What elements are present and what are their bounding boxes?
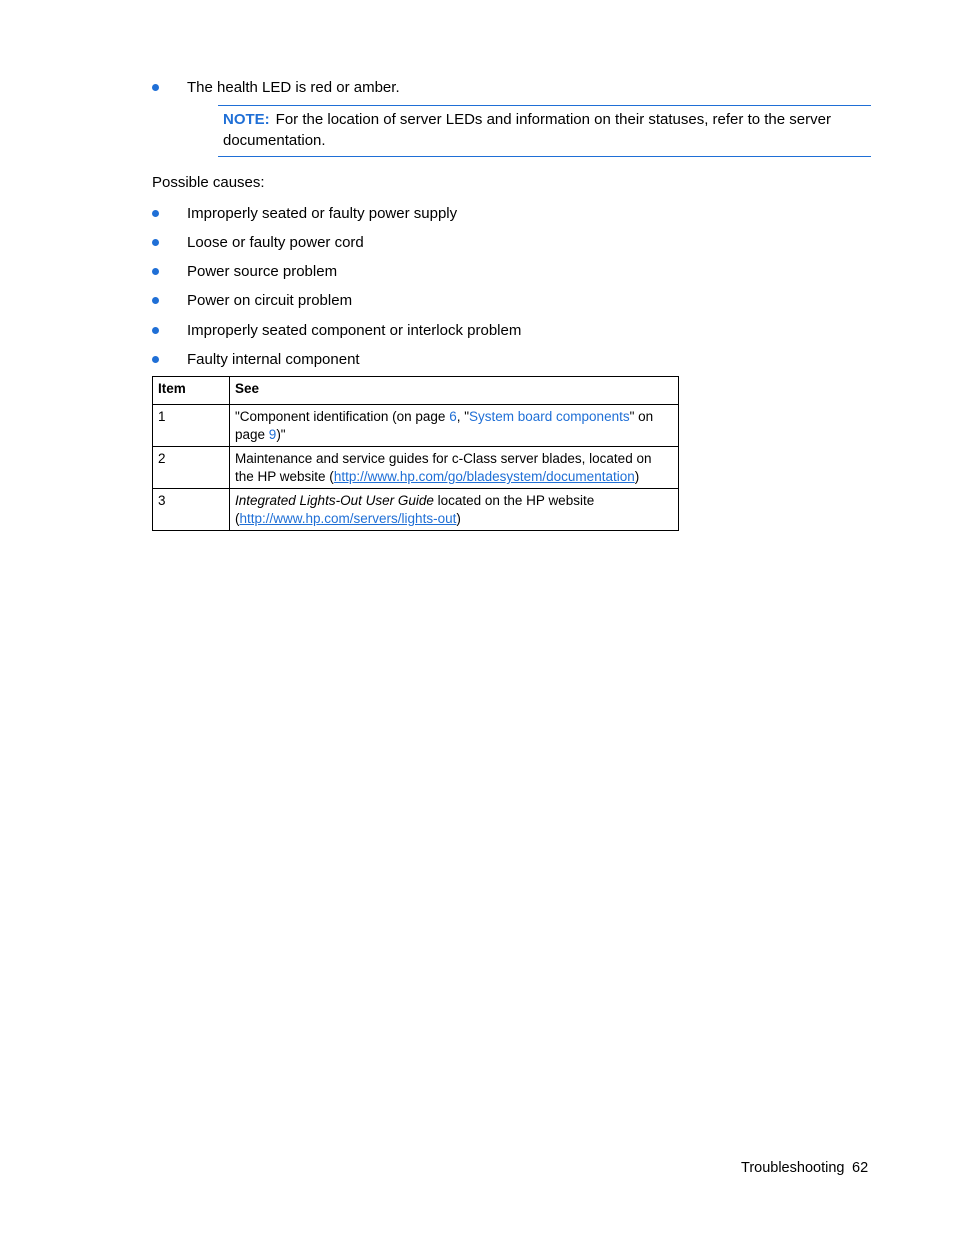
table-header-row	[153, 377, 679, 405]
cell-text: )	[634, 469, 640, 484]
bullet-icon	[152, 356, 159, 363]
cell-text: "Component identification (on page	[235, 409, 450, 424]
column-header-item: Item	[153, 377, 230, 405]
footer-section-title: Troubleshooting	[741, 1160, 845, 1176]
table-row	[153, 489, 679, 531]
reference-table	[152, 376, 679, 531]
list-item-text: Improperly seated component or interlock problem	[187, 322, 522, 339]
list-item-text: Power on circuit problem	[187, 292, 353, 309]
possible-causes-heading: Possible causes:	[152, 174, 265, 191]
page-link[interactable]: 9	[268, 427, 277, 442]
see-cell	[230, 405, 679, 447]
item-cell: 2	[153, 447, 230, 489]
cell-text: , "	[456, 409, 469, 424]
item-cell: 1	[153, 405, 230, 447]
system-board-components-link[interactable]: System board components	[469, 409, 630, 424]
guide-title: Integrated Lights-Out User Guide	[235, 493, 434, 508]
note-box	[218, 105, 871, 157]
item-cell: 3	[153, 489, 230, 531]
bladesystem-documentation-link[interactable]: http://www.hp.com/go/bladesystem/documentation	[333, 469, 635, 484]
see-cell	[230, 447, 679, 489]
cell-text: Maintenance and service guides for c-Class server blades, located on the HP website (	[235, 451, 652, 484]
list-item-text: Faulty internal component	[187, 351, 360, 368]
lights-out-link[interactable]: http://www.hp.com/servers/lights-out	[239, 511, 457, 526]
list-item-text: The health LED is red or amber.	[187, 79, 400, 96]
cell-text: )	[456, 511, 461, 526]
cell-text: located on the HP website (	[235, 493, 595, 526]
list-item-text: Improperly seated or faulty power supply	[187, 205, 458, 222]
column-header-see: See	[230, 377, 679, 405]
bullet-icon	[152, 268, 159, 275]
footer-page-number: 62	[852, 1160, 869, 1176]
list-item-text: Loose or faulty power cord	[187, 234, 364, 251]
bullet-icon	[152, 239, 159, 246]
note-text: For the location of server LEDs and information on their statuses, refer to the server documentation.	[223, 111, 831, 149]
see-cell	[230, 489, 679, 531]
table-row	[153, 447, 679, 489]
bullet-icon	[152, 210, 159, 217]
bullet-icon	[152, 297, 159, 304]
bullet-icon	[152, 84, 159, 91]
note-label: NOTE:	[223, 111, 270, 128]
bullet-icon	[152, 327, 159, 334]
cell-text: )"	[276, 427, 286, 442]
list-item-text: Power source problem	[187, 263, 338, 280]
table-row	[153, 405, 679, 447]
page-link[interactable]: 6	[449, 409, 457, 424]
cell-text: " on page	[235, 409, 654, 442]
